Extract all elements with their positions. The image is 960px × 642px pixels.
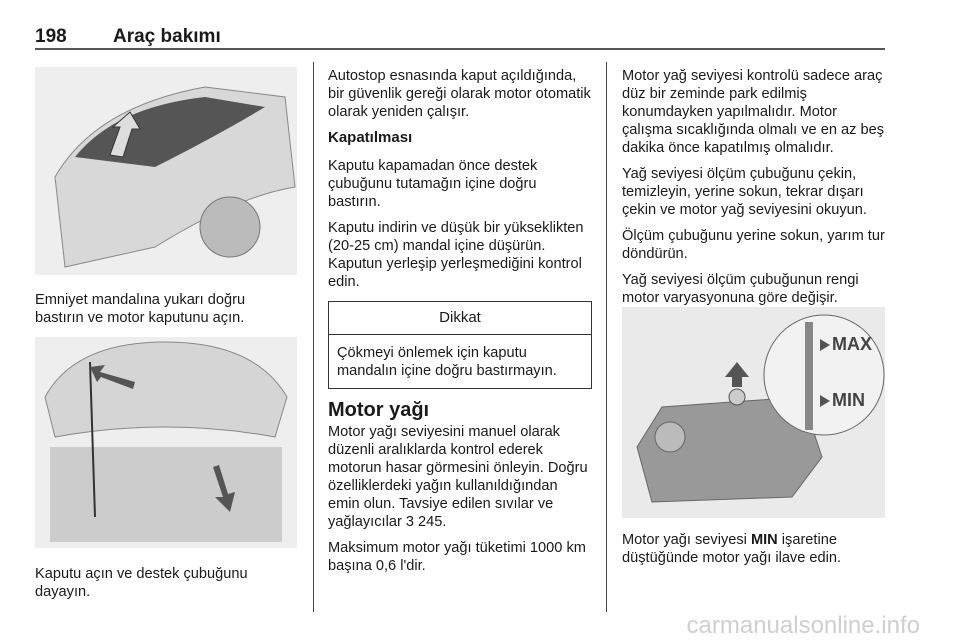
closing-paragraph-1: Kaputu kapamadan önce destek çubuğunu tutamağın içine doğru bastırın. (328, 158, 538, 210)
hood-latch-illustration (35, 67, 297, 275)
oil-check-paragraph-4: Yağ seviyesi ölçüm çubuğunun rengi motor varyasyonuna göre değişir. (622, 272, 859, 306)
caption-text: Motor yağı seviyesi (622, 532, 751, 548)
max-mark-label: MAX (832, 334, 872, 354)
engine-oil-paragraph (328, 423, 592, 531)
middle-column (328, 67, 592, 583)
caption-prop-rod: Kaputu açın ve destek çubuğunu dayayın. (35, 566, 248, 600)
engine-oil-text: Motor yağı seviyesini manuel olarak düzenli aralıklarda kontrol ederek motorun hasar görmesini önleyin. Doğru özelliklerdeki yağın kullanıldığından emin olun. Tavsiye edilen sıvılar ve yağlayıcılar (328, 424, 588, 530)
right-column (622, 67, 888, 315)
hood-prop-rod-illustration (35, 337, 297, 548)
caption-text-end: işaretine düştüğünde motor yağı ilave edin. (622, 532, 842, 566)
oil-check-paragraph-1: Motor yağ seviyesi kontrolü sadece araç düz bir zeminde park edilmiş konumdayken yapılmalıdır. Motor çalışma sıcaklığında olmalı ve en az beş dakika önce kapatılmış olmalıdır. (622, 68, 885, 156)
caption-hood-latch: Emniyet mandalına yukarı doğru bastırın ve motor kaputunu açın. (35, 292, 246, 326)
oil-check-paragraph-3: Ölçüm çubuğunu yerine sokun, yarım tur döndürün. (622, 228, 885, 262)
autostop-paragraph: Autostop esnasında kaput açıldığında, bir güvenlik gereği olarak motor otomatik olarak yeniden çalışır. (328, 68, 591, 120)
header-rule (35, 48, 885, 50)
caption-dipstick (622, 531, 888, 567)
oil-check-paragraph-2: Yağ seviyesi ölçüm çubuğunu çekin, temizleyin, yerine sokun, tekrar dışarı çekin ve motor yağ seviyesini okuyun. (622, 166, 867, 218)
page-reference-link[interactable]: 3 245. (405, 514, 447, 530)
closing-heading: Kapatılması (328, 129, 413, 146)
page-number: 198 (35, 26, 67, 47)
min-mark-label: MIN (832, 390, 865, 410)
column-divider (606, 62, 607, 612)
caption-min: MIN (750, 532, 778, 548)
oil-consumption-paragraph: Maksimum motor yağı tüketimi 1000 km başına 0,6 l'dir. (328, 540, 586, 574)
watermark: carmanualsonline.info (686, 612, 920, 639)
column-divider (313, 62, 314, 612)
caution-notice (328, 301, 592, 389)
page-title: Araç bakımı (113, 26, 221, 47)
closing-paragraph-2: Kaputu indirin ve düşük bir yükseklikten (20-25 cm) mandal içine düşürün. Kaputun yerleşip yerleşmediğini kontrol edin. (328, 220, 584, 290)
notice-body: Çökmeyi önlemek için kaputu mandalın içine doğru bastırmayın. (337, 345, 557, 379)
notice-title: Dikkat (329, 302, 591, 335)
engine-oil-heading: Motor yağı (328, 399, 430, 421)
dipstick-illustration (622, 307, 885, 518)
